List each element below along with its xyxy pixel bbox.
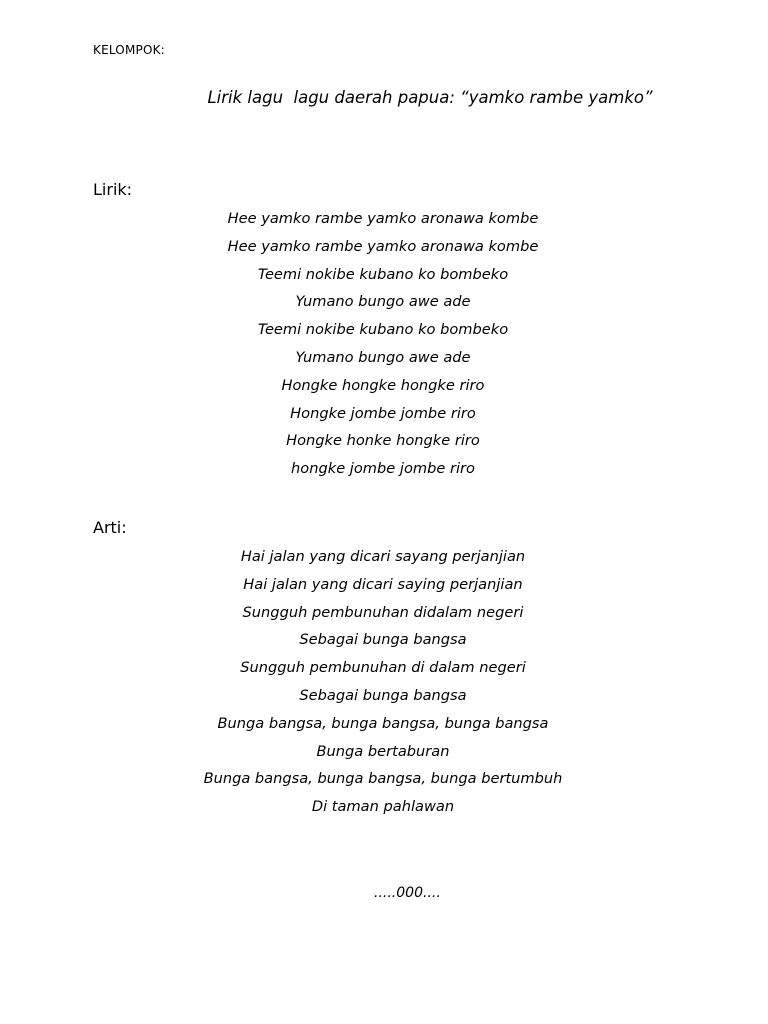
meaning-line: Sungguh pembunuhan di dalam negeri (240, 659, 526, 677)
lyrics-heading: Lirik: (93, 180, 133, 199)
meaning-line: Di taman pahlawan (311, 798, 455, 816)
lyric-line: Yumano bungo awe ade (295, 348, 471, 366)
meaning-line: Sebagai bunga bangsa (299, 631, 467, 649)
lyric-line: Hongke jombe jombe riro (290, 404, 476, 422)
meaning-line: Bunga bangsa, bunga bangsa, bunga bertumbuh (203, 770, 563, 788)
lyric-line: Hee yamko rambe yamko aronawa kombe (227, 237, 539, 255)
meaning-line: Sungguh pembunuhan didalam negeri (242, 603, 524, 621)
meaning-verse (0, 543, 766, 821)
lyric-line: Teemi nokibe kubano ko bombeko (257, 321, 509, 339)
lyric-line: Hongke honke hongke riro (286, 432, 480, 450)
meaning-line: Hai jalan yang dicari saying perjanjian (243, 575, 523, 593)
meaning-heading: Arti: (93, 518, 127, 537)
meaning-line: Bunga bangsa, bunga bangsa, bunga bangsa (217, 714, 549, 732)
lyric-line: hongke jombe jombe riro (291, 460, 475, 478)
document-title: Lirik lagu lagu daerah papua: “yamko rambe yamko” (207, 88, 653, 107)
lyrics-verse (0, 205, 766, 483)
meaning-line: Bunga bertaburan (316, 742, 450, 760)
lyric-line: Hongke hongke hongke riro (281, 376, 485, 394)
lyric-line: Yumano bungo awe ade (295, 293, 471, 311)
lyric-line: Hee yamko rambe yamko aronawa kombe (227, 210, 539, 227)
lyric-line: Teemi nokibe kubano ko bombeko (257, 265, 509, 283)
meaning-line: Sebagai bunga bangsa (299, 686, 467, 704)
end-mark: .....000.... (374, 885, 441, 901)
group-label: KELOMPOK: (93, 43, 165, 57)
meaning-line: Hai jalan yang dicari sayang perjanjian (240, 548, 526, 565)
